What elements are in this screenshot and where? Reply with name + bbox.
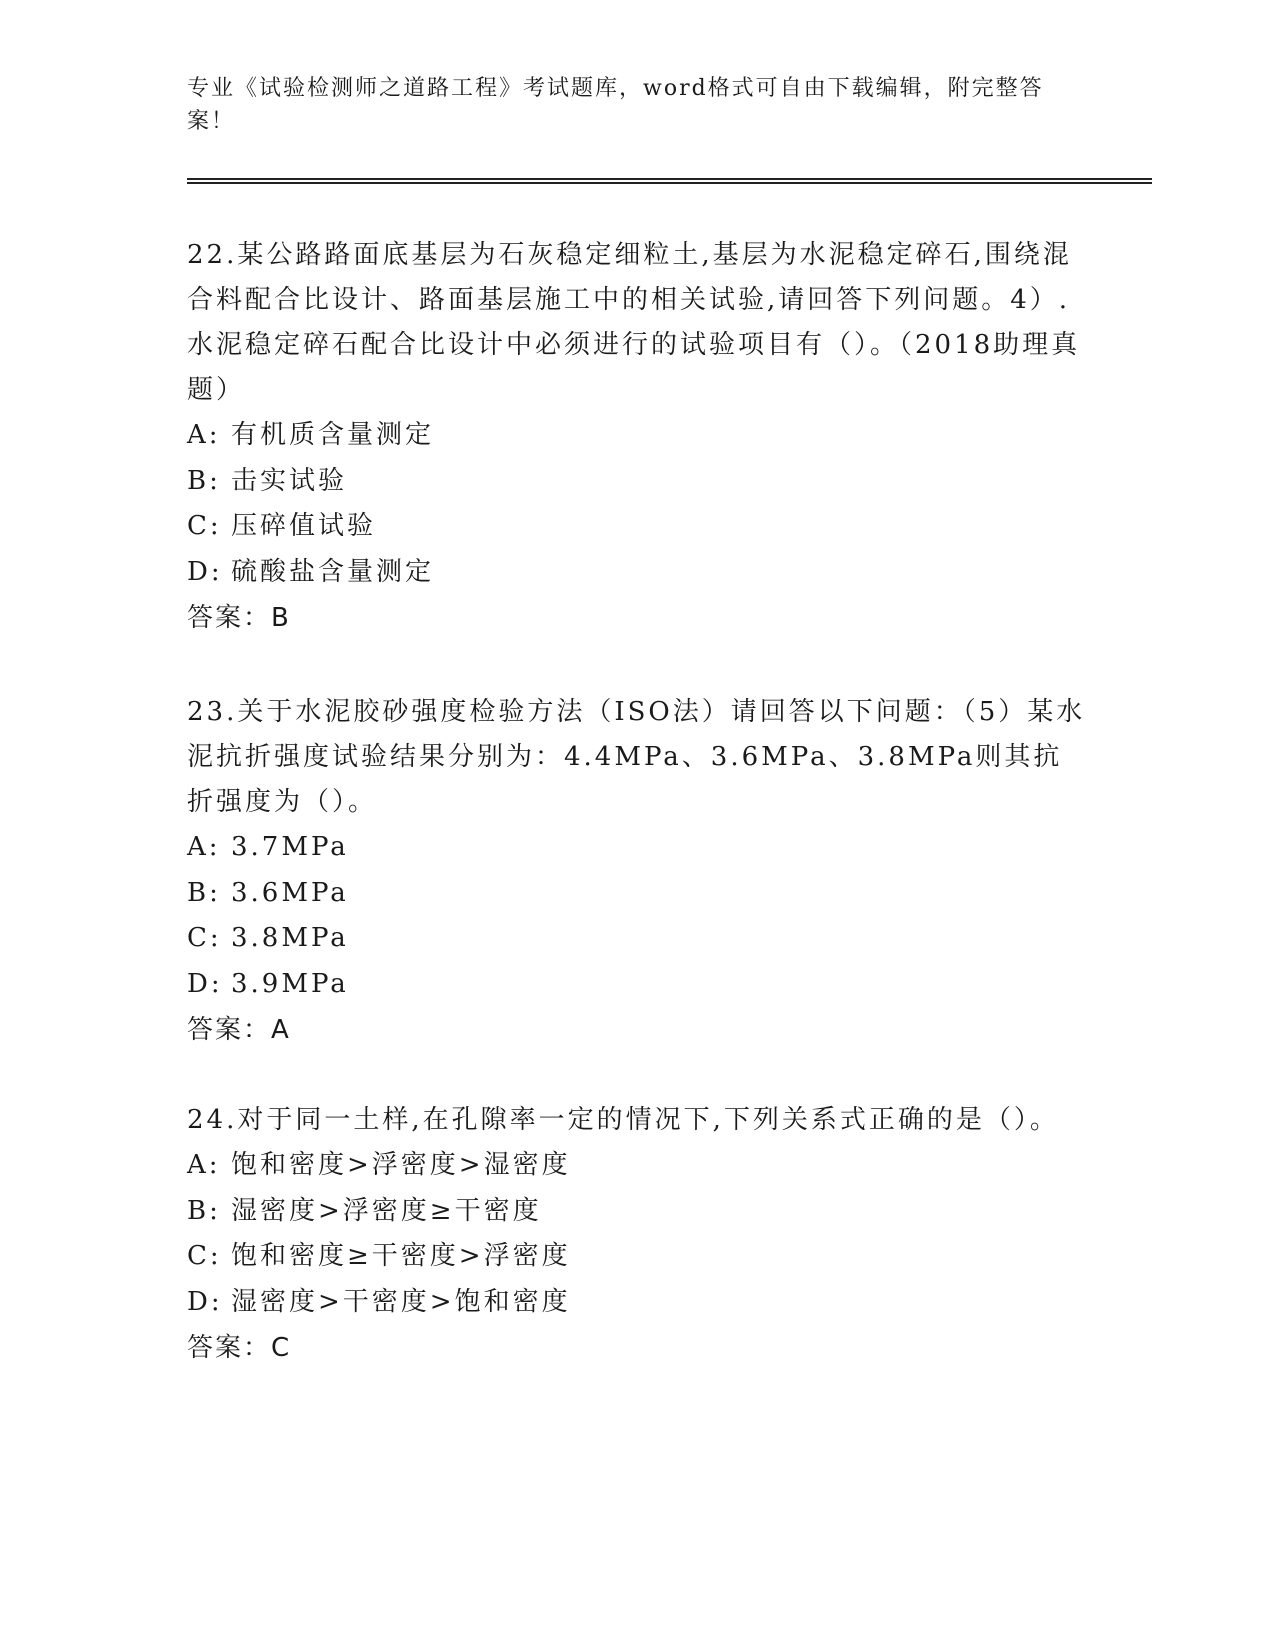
option-text: 饱和密度≥干密度>浮密度 [231, 1241, 571, 1271]
answer-line: 答案：B [187, 603, 291, 633]
option-a [187, 1143, 1087, 1189]
document-header: 专业《试验检测师之道路工程》考试题库，word格式可自由下载编辑，附完整答案！ [187, 76, 1044, 134]
option-b [187, 871, 1087, 917]
option-text: 3.6MPa [231, 877, 349, 908]
option-key: C: [187, 511, 222, 541]
question-stem: 24.对于同一土样,在孔隙率一定的情况下,下列关系式正确的是（）。 [187, 1105, 1059, 1135]
option-key: A: [187, 832, 221, 862]
option-text: 3.8MPa [231, 923, 349, 953]
option-key: C: [187, 1241, 222, 1271]
option-text: 湿密度>浮密度≥干密度 [231, 1195, 542, 1226]
option-c [187, 504, 1087, 550]
option-d [187, 550, 1087, 596]
option-key: A: [187, 420, 221, 450]
option-text: 硫酸盐含量测定 [231, 556, 435, 587]
option-text: 湿密度>干密度>饱和密度 [231, 1286, 571, 1317]
option-key: A: [187, 1150, 221, 1180]
option-a [187, 413, 1087, 459]
option-text: 3.9MPa [231, 968, 349, 999]
question-stem: 22.某公路路面底基层为石灰稳定细粒土,基层为水泥稳定碎石,围绕混合料配合比设计、路面基层施工中的相关试验,请回答下列问题。4）.水泥稳定碎石配合比设计中必须进行的试验项目有（）。（2018助理真题） [187, 240, 1081, 405]
option-text: 压碎值试验 [231, 511, 377, 541]
option-text: 3.7MPa [231, 832, 349, 862]
option-text: 击实试验 [231, 465, 348, 496]
option-b [187, 1189, 1087, 1235]
header-double-rule [187, 178, 1152, 184]
answer-line: 答案：C [187, 1333, 292, 1363]
answer-line: 答案：A [187, 1015, 291, 1045]
option-b [187, 459, 1087, 505]
option-key: D: [187, 556, 223, 587]
option-key: B: [187, 877, 221, 908]
question-22 [187, 233, 1087, 641]
option-key: D: [187, 1286, 223, 1317]
option-d [187, 962, 1087, 1008]
option-key: B: [187, 465, 221, 496]
option-a [187, 825, 1087, 871]
option-key: D: [187, 968, 223, 999]
option-text: 饱和密度>浮密度>湿密度 [231, 1150, 571, 1180]
question-24 [187, 1098, 1087, 1371]
option-c [187, 916, 1087, 962]
option-d [187, 1280, 1087, 1326]
option-c [187, 1234, 1087, 1280]
question-stem: 23.关于水泥胶砂强度检验方法（ISO法）请回答以下问题：（5）某水泥抗折强度试验结果分别为：4.4MPa、3.6MPa、3.8MPa则其抗折强度为（）。 [187, 697, 1086, 817]
question-23 [187, 690, 1087, 1053]
option-key: C: [187, 923, 222, 953]
option-text: 有机质含量测定 [231, 420, 435, 450]
option-key: B: [187, 1195, 221, 1226]
